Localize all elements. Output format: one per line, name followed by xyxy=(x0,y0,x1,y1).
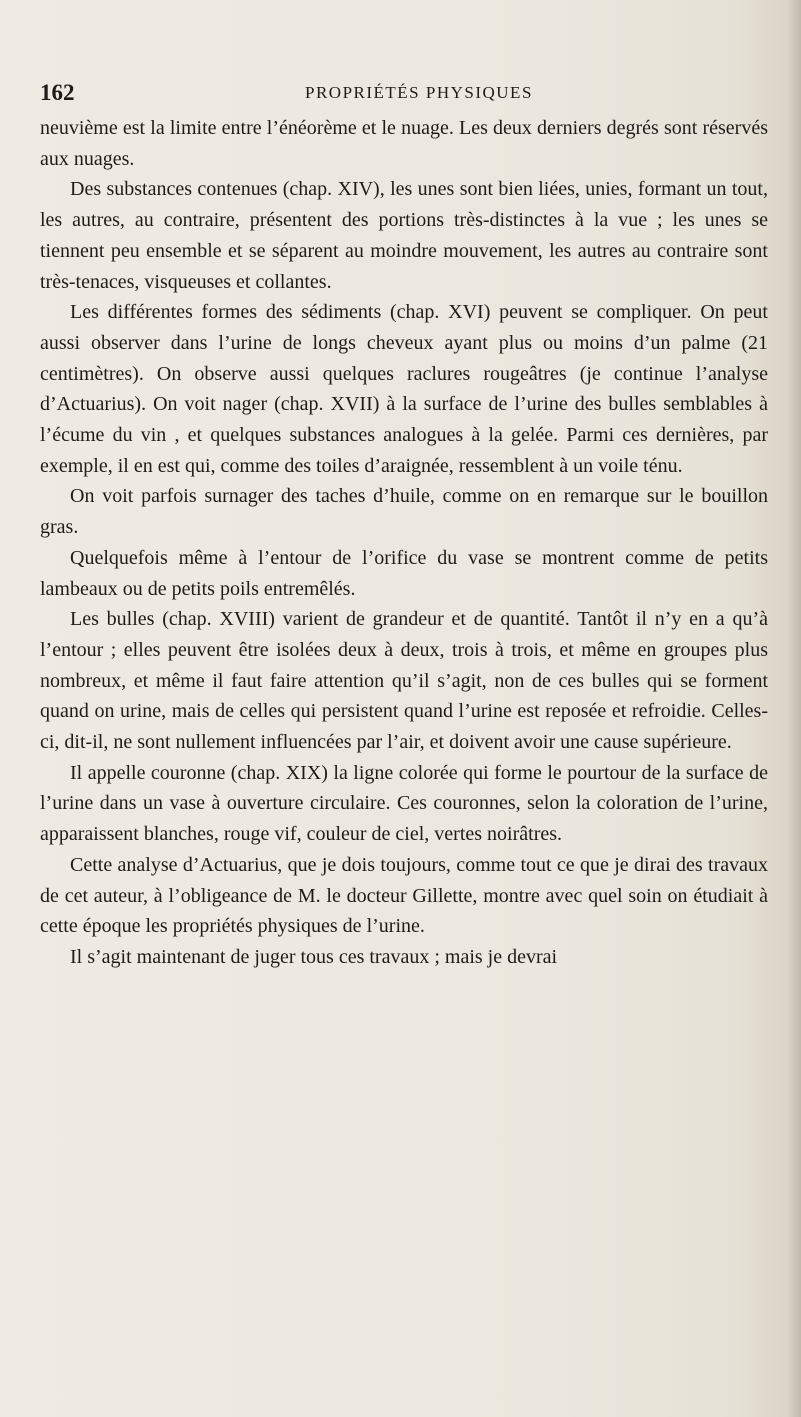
body-text xyxy=(40,113,768,973)
paragraph: Cette analyse d’Actuarius, que je dois toujours, comme tout ce que je dirai des travaux de cet auteur, à l’obligeance de M. le docteur Gillette, montre avec quel soin on étudiait à cette époque les propriétés physiques de l’urine. xyxy=(40,853,768,938)
page-header xyxy=(40,80,765,108)
paragraph: Les différentes formes des sédiments (chap. XVI) peuvent se compliquer. On peut aussi observer dans l’urine de longs cheveux ayant plus ou moins d’un palme (21 centimètres). On observe aussi quelques raclures rougeâtres (je continue l’analyse d’Actuarius). On voit nager (chap. XVII) à la surface de l’urine des bulles semblables à l’écume du vin , et quelques substances analogues à la gelée. Parmi ces dernières, par exemple, il en est qui, comme des toiles d’araignée, ressemblent à un voile ténu. xyxy=(40,301,768,477)
paragraph: On voit parfois surnager des taches d’huile, comme on en remarque sur le bouillon gras. xyxy=(40,485,768,539)
paragraph: Il appelle couronne (chap. XIX) la ligne colorée qui forme le pourtour de la surface de l’urine dans un vase à ouverture circulaire. Ces couronnes, selon la coloration de l’urine, apparaissent blanches, rouge vif, couleur de ciel, vertes noirâtres. xyxy=(40,761,768,846)
paragraph: Quelquefois même à l’entour de l’orifice du vase se montrent comme de petits lambeaux ou de petits poils entremêlés. xyxy=(40,546,768,600)
paragraph: Des substances contenues (chap. XIV), les unes sont bien liées, unies, formant un tout, les autres, au contraire, présentent des portions très-distinctes à la vue ; les unes se tiennent peu ensemble et se séparent au moindre mouvement, les autres au contraire sont très-tenaces, visqueuses et collantes. xyxy=(40,178,768,293)
paragraph-continuation: neuvième est la limite entre l’énéorème et le nuage. Les deux derniers degrés sont réservés aux nuages. xyxy=(40,117,768,170)
running-head: PROPRIÉTÉS PHYSIQUES xyxy=(305,83,533,102)
page-number: 162 xyxy=(40,80,75,105)
paragraph: Il s’agit maintenant de juger tous ces travaux ; mais je devrai xyxy=(70,945,558,968)
page-edge-shadow xyxy=(787,0,801,1417)
paragraph: Les bulles (chap. XVIII) varient de grandeur et de quantité. Tantôt il n’y en a qu’à l’entour ; elles peuvent être isolées deux à deux, trois à trois, et même en groupes plus nombreux, et même il faut faire attention qu’il s’agit, non de ces bulles qui se forment quand on urine, mais de celles qui persistent quand l’urine est reposée et refroidie. Celles-ci, dit-il, ne sont nullement influencées par l’air, et doivent avoir une cause supérieure. xyxy=(40,608,768,754)
